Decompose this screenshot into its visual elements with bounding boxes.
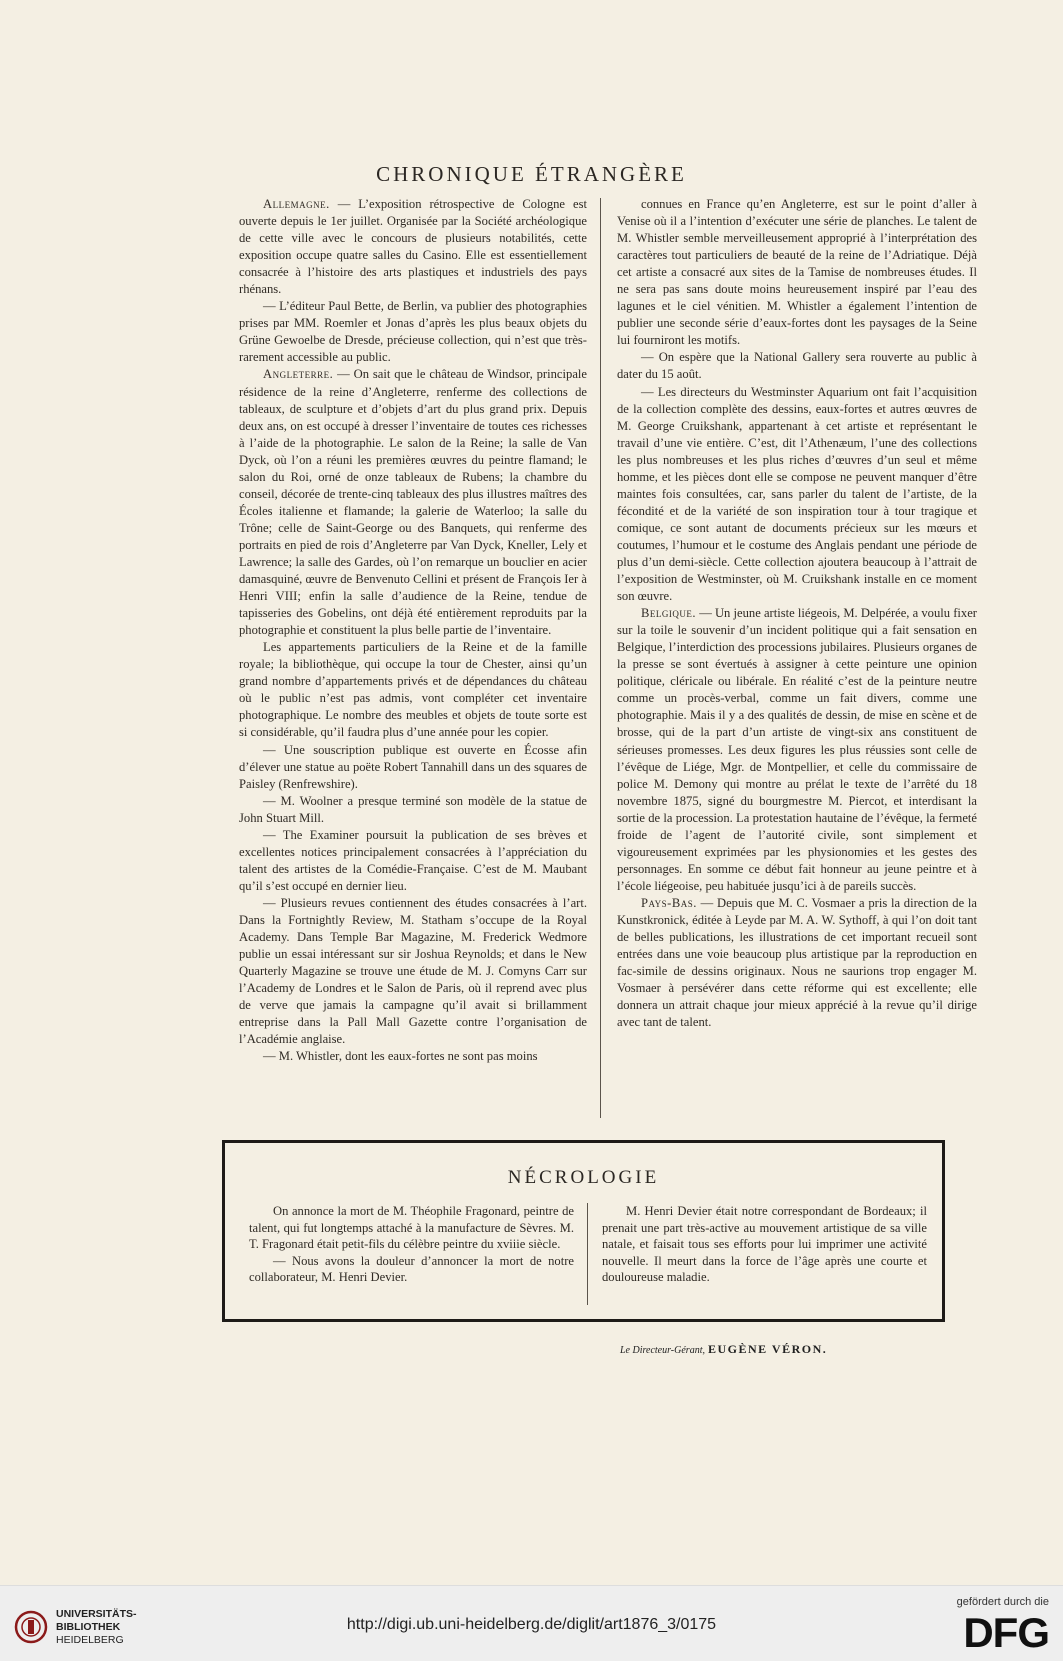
paragraph-text: — M. Whistler, dont les eaux-fortes ne sont pas moins [263, 1049, 538, 1064]
footer-bar [0, 1585, 1063, 1661]
paragraph [239, 298, 587, 366]
necrologie-right-column [602, 1203, 927, 1286]
paragraph [239, 1048, 587, 1065]
paragraph-text: — M. Woolner a presque terminé son modèle de la statue de John Stuart Mill. [239, 793, 587, 825]
paragraph [239, 742, 587, 793]
paragraph-text: — Les directeurs du Westminster Aquarium ont fait l’acquisition de la collection complète des dessins, eaux-fortes et autres œuvres de M. George Cruikshank, appartenant à cet artiste et représentant le travail d’une vie entière. C’est, dit l’Athenæum, l’une des collections les plus nombreuses et les plus riches d’œuvres d’un seul et même homme, et les pièces dont elle se compose ne peuvent manquer d’être maintes fois consultées, car, sans parler du talent de l’artiste, de la fécondité et de la variété de son inspiration tour à tour tragique et comique, ce sont autant de documents précieux sur les mœurs et coutumes, l’humour et le costume des Anglais pendant une période de plus d’un demi-siècle. Cette collection ajoutera beaucoup à l’attrait de l’exposition de Westminster, où M. Cruikshank installe en ce moment son œuvre. [617, 384, 977, 604]
paragraph [617, 349, 977, 383]
paragraph-text: On annonce la mort de M. Théophile Fragonard, peintre de talent, qui fut longtemps attaché à la manufacture de Sèvres. M. T. Fragonard était petit-fils du célèbre peintre du xviiie siècle. [249, 1204, 574, 1251]
paragraph [239, 793, 587, 827]
paragraph [249, 1203, 574, 1253]
paragraph-text: — Depuis que M. C. Vosmaer a pris la direction de la Kunstkronick, éditée à Leyde par M. A. W. Sythoff, à qui l’on doit tant de belles publications, les illustrations de cet important recueil sont entrées dans une voie beaucoup plus artistique par la reproduction en fac-simile de dessins originaux. Nous ne saurions trop engager M. Vosmaer à persévérer dans cette réforme qui est excellente; elle donnera un attrait chaque jour mieux apprécié à la revue qu’il dirige avec tant de talent. [617, 895, 977, 1030]
dfg-logo-icon: DFG [963, 1609, 1049, 1656]
necrologie-box [222, 1140, 945, 1322]
signature [620, 1342, 827, 1357]
paragraph [617, 895, 977, 1031]
paragraph-text: — Plusieurs revues contiennent des études consacrées à l’art. Dans la Fortnightly Review, M. Statham s’occupe de la Royal Academy. Dans Temple Bar Magazine, M. Frederick Wedmore publie un essai intéressant sur sir Joshua Reynolds; et dans le New Quarterly Magazine se trouve une étude de M. J. Comyns Carr sur l’Academy de Londres et le Salon de Paris, où il reprend avec plus de verve que jamais la campagne qu’il avait si brillamment entreprise dans la Pall Mall Gazette contre l’organisation de l’Académie anglaise. [239, 895, 587, 1047]
section-title-necrologie: NÉCROLOGIE [507, 1167, 660, 1188]
paragraph-text: — L’exposition rétrospective de Cologne est ouverte depuis le 1er juillet. Organisée par la Société archéologique de cette ville avec le concours de plusieurs notabilités, cette exposition occupe quatre salles du Casino. Elle est essentiellement consacrée à l’histoire des arts plastiques et industriels des pays rhénans. [239, 197, 587, 297]
necrologie-left-column [249, 1203, 574, 1286]
institution-line-3: HEIDELBERG [56, 1634, 124, 1646]
paragraph [239, 196, 587, 298]
page-url-link[interactable]: http://digi.ub.uni-heidelberg.de/diglit/art1876_3/0175 [346, 1616, 717, 1633]
paragraph [239, 895, 587, 1048]
paragraph [617, 196, 977, 349]
paragraph-text: M. Henri Devier était notre correspondant de Bordeaux; il prenait une part très-active au mouvement artistique de sa ville natale, et faisait tous ses efforts pour lui imprimer une activité nouvelle. Il meurt dans la force de l’âge après une courte et douloureuse maladie. [602, 1204, 927, 1284]
paragraph-text: — The Examiner poursuit la publication de ses brèves et excellentes notices principalement consacrées à l’appréciation du talent des artistes de la Comédie-Française. C’est de M. Maubant qu’il s’est occupé en dernier lieu. [239, 827, 587, 893]
funded-by-label: gefördert durch die [956, 1596, 1049, 1608]
paragraph-text: — On espère que la National Gallery sera rouverte au public à dater du 15 août. [617, 350, 977, 382]
chronique-right-column [617, 196, 977, 1031]
paragraph-text: — L’éditeur Paul Bette, de Berlin, va publier des photographies prises par MM. Roemler et Jonas d’après les plus beaux objets du Grüne Gewoelbe de Dresde, précieuse collection, qui n’est que très-rarement accessible au public. [239, 299, 587, 365]
paragraph-text: Les appartements particuliers de la Reine et de la famille royale; la bibliothèque, qui occupe la tour de Chester, ainsi qu’un grand nombre d’appartements privés et de dépendances du château où le public n’est pas admis, vont compléter cet inventaire photographique. Le nombre des meubles et objets de toute sorte est si considérable, qu’il faudra plus d’une année pour les copier. [239, 640, 587, 740]
necrologie-divider [587, 1203, 588, 1305]
paragraph [239, 639, 587, 741]
paragraph [617, 384, 977, 606]
paragraph [617, 605, 977, 895]
column-divider [600, 198, 601, 1118]
paragraph [249, 1253, 574, 1286]
signature-role: Le Directeur-Gérant, [620, 1345, 705, 1356]
signature-name: EUGÈNE VÉRON. [707, 1342, 828, 1356]
paragraph [602, 1203, 927, 1286]
paragraph-text: — Nous avons la douleur d’annoncer la mort de notre collaborateur, M. Henri Devier. [249, 1253, 574, 1284]
paragraph-text: — Une souscription publique est ouverte en Écosse afin d’élever une statue au poëte Robert Tannahill dans un des squares de Paisley (Renfrewshire). [239, 742, 587, 791]
country-heading: Allemagne. [263, 197, 330, 211]
country-heading: Angleterre. [263, 367, 334, 382]
paragraph-text: — Un jeune artiste liégeois, M. Delpérée, a voulu fixer sur la toile le souvenir d’un incident politique qui a fait sensation en Belgique, l’interdiction des processions jubilaires. Plusieurs organes de la presse se sont évertués à assigner à cette peinture une opinion politique, cléricale ou libérale. En réalité c’est de la peinture neutre comme un procès-verbal, comme un fait divers, comme une photographie. Mais il y a des qualités de dessin, de mise en scène et de brosse, qui de la part d’un artiste de vingt-six ans constituent de sérieuses promesses. Les deux figures les plus réussies sont celle de l’évêque de Liége, Mgr. de Montpellier, et celle du commissaire de police M. Demony qui montre au prélat le texte de l’arrêté du 18 novembre 1875, signé du bourgmestre M. Piercot, et interdisant la sortie de la procession. La protestation hautaine de l’évêque, la fermeté froide de l’agent de l’autorité civile, sont simplement et vigoureusement exprimées par les physionomies et les gestes des personnages. En somme ce début fait honneur au jeune peintre et à l’école liégeoise, peu habituée jusqu’ici à de pareils succès. [617, 606, 977, 893]
section-title-chronique: CHRONIQUE ÉTRANGÈRE [376, 162, 687, 186]
chronique-left-column [239, 196, 587, 1065]
paragraph-text: connues en France qu’en Angleterre, est sur le point d’aller à Venise où il a l’intention d’exécuter une série de planches. Le talent de M. Whistler semble merveilleusement approprié à l’interprétation des caractères tout particuliers de beauté de la reine de l’Adriatique. Déjà cet artiste a consacré aux sites de la Tamise de nombreuses études. Il ne sera pas sans doute moins heureusement inspiré par l’eau des lagunes et le ciel vénitien. M. Whistler a également l’intention de publier une seconde série d’eaux-fortes dont les paysages de la Seine lui fourniront les motifs. [617, 197, 977, 348]
country-heading: Belgique. [641, 606, 697, 621]
paragraph [239, 366, 587, 639]
country-heading: Pays-Bas. [641, 895, 697, 910]
paragraph-text: — On sait que le château de Windsor, principale résidence de la reine d’Angleterre, renferme des collections de tableaux, de sculpture et d’objets d’art du plus grand prix. Depuis deux ans, on est occupé à dresser l’inventaire de toutes ces richesses à l’aide de la photographie. Le salon de la Reine; la salle de Van Dyck, où l’on a réuni les premières œuvres du peintre flamand; le salon du Roi, orné de onze tableaux de Rubens; la chambre du conseil, décorée de trente-cinq tableaux des plus illustres maîtres des Écoles italienne et flamande; la galerie de Waterloo; la salle du Trône; celle de Saint-George ou des Banquets, qui renferme des portraits en pied de rois d’Angleterre par Van Dyck, Kneller, Lely et Lawrence; la salle des Gardes, où l’on remarque un bouclier en acier damasquiné, œuvre de Benvenuto Cellini et présent de François Ier à Henri VIII; enfin la salle d’audience de la Reine, tendue de tapisseries des Gobelins, ont déjà été entièrement reproduits par la photographie et constituent la plus belle partie de l’inventaire. [239, 367, 587, 638]
paragraph [239, 827, 587, 895]
institution-line-1: UNIVERSITÄTS- [56, 1608, 137, 1620]
institution-line-2: BIBLIOTHEK [56, 1621, 121, 1633]
